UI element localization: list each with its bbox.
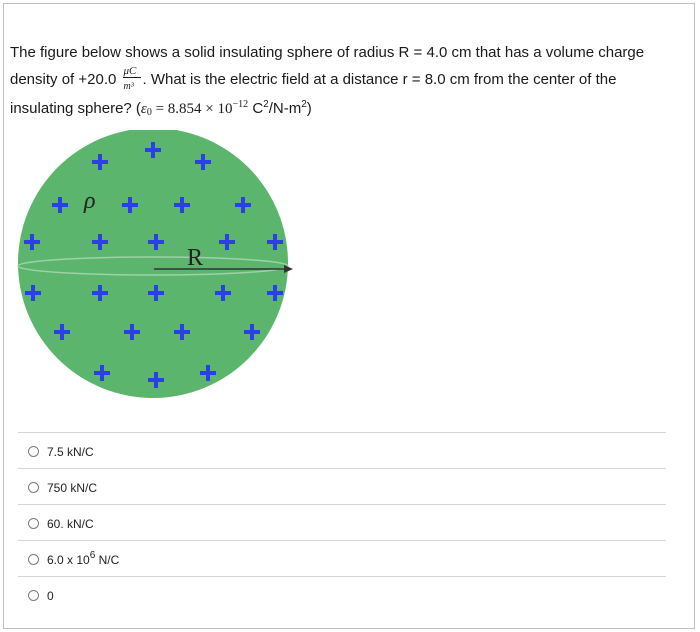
plus-charge-v: [60, 324, 64, 340]
plus-charge-v: [98, 234, 102, 250]
option-2-label: 750 kN/C: [47, 481, 98, 495]
plus-charge-v: [154, 234, 158, 250]
plus-charge-v: [206, 365, 210, 381]
plus-charge-v: [221, 285, 225, 301]
plus-charge-v: [154, 372, 158, 388]
option-5-label: 0: [47, 589, 54, 603]
plus-charge-v: [98, 285, 102, 301]
plus-charge-v: [201, 154, 205, 170]
plus-charge-v: [273, 285, 277, 301]
option-5[interactable]: [0, 576, 666, 610]
plus-charge-v: [250, 324, 254, 340]
plus-charge-v: [180, 324, 184, 340]
option-divider: [18, 540, 666, 541]
radius-label: R: [187, 245, 204, 271]
option-1-label: 7.5 kN/C: [47, 445, 94, 459]
plus-charge-v: [273, 234, 277, 250]
rho-label: ρ: [84, 188, 96, 214]
option-divider: [18, 432, 666, 433]
option-divider: [18, 504, 666, 505]
plus-charge-v: [151, 142, 155, 158]
charge-density-unit: $\frac{\mu C}{\text{m³}}$: [122, 70, 142, 88]
option-2[interactable]: [0, 468, 666, 502]
option-1[interactable]: [0, 432, 666, 466]
charged-sphere-figure: [10, 130, 300, 430]
option-4-radio[interactable]: [28, 554, 39, 565]
plus-charge-v: [98, 154, 102, 170]
plus-charge-v: [31, 285, 35, 301]
plus-charge-v: [130, 324, 134, 340]
question-line-1: The figure below shows a solid insulating sphere of radius R = 4.0 cm that has a volume charge: [10, 44, 645, 61]
plus-charge-v: [225, 234, 229, 250]
plus-charge-v: [128, 197, 132, 213]
question-line-3: insulating sphere? ($\varepsilon_0 = 8.854 \times 10^{-12}$ $C^2/N-m^2$): [10, 99, 312, 118]
option-2-radio[interactable]: [28, 482, 39, 493]
plus-charge-v: [100, 365, 104, 381]
option-divider: [18, 468, 666, 469]
plus-charge-v: [241, 197, 245, 213]
plus-charge-v: [30, 234, 34, 250]
option-4[interactable]: [0, 540, 666, 574]
plus-charge-v: [180, 197, 184, 213]
option-1-radio[interactable]: [28, 446, 39, 457]
option-4-label: 6.0 x $10^6$ N/C: [47, 550, 120, 567]
option-5-radio[interactable]: [28, 590, 39, 601]
question-line-2: density of +20.0 $\frac{\mu C}{\text{m³}}$ . What is the electric field at a distance r = 8.0 cm from the center of the: [10, 65, 617, 92]
option-3-radio[interactable]: [28, 518, 39, 529]
plus-charge-v: [154, 285, 158, 301]
option-divider: [18, 576, 666, 577]
option-3-label: 60. kN/C: [47, 517, 94, 531]
insulating-sphere: [18, 130, 288, 398]
option-3[interactable]: [0, 504, 666, 538]
plus-charge-v: [58, 197, 62, 213]
